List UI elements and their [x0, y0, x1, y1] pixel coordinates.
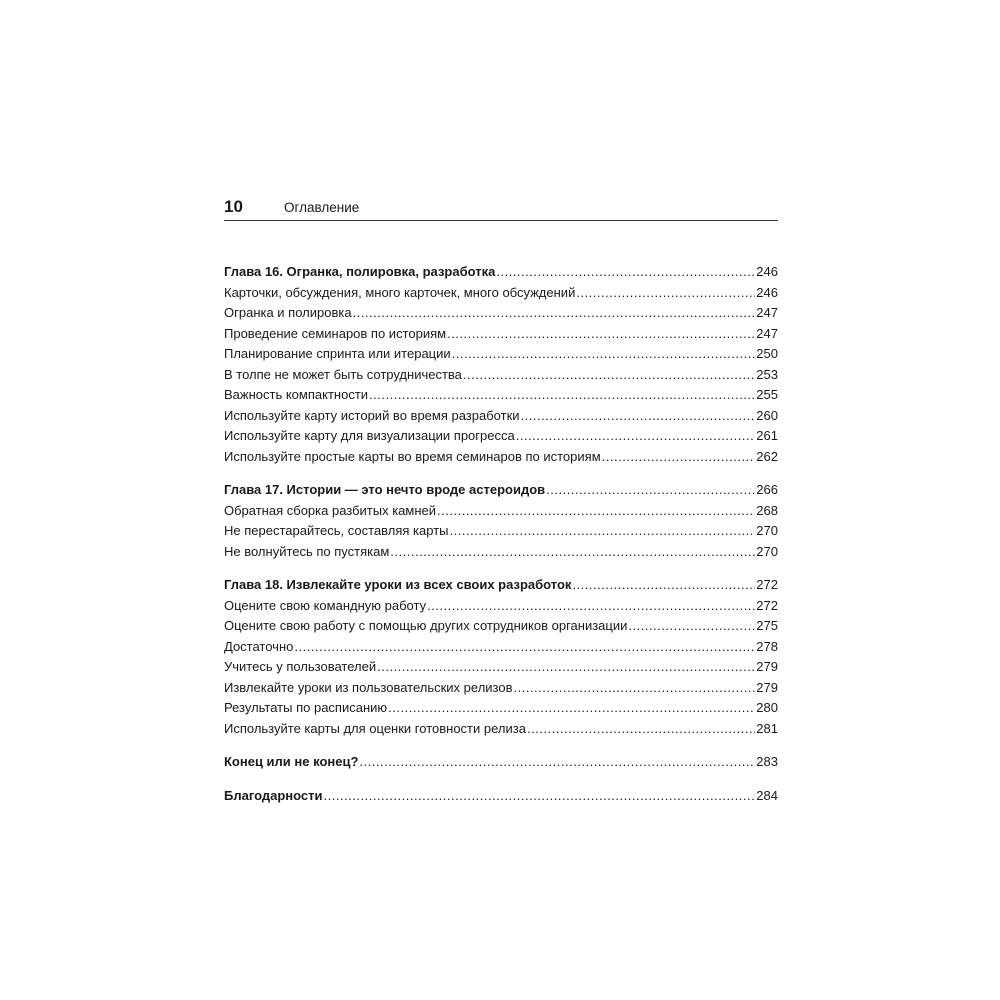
toc-entry-title: Учитесь у пользователей: [224, 659, 377, 674]
dot-leader: [521, 406, 756, 427]
dot-leader: [516, 426, 756, 447]
toc-entry-page-number: 255: [756, 387, 778, 402]
dot-leader: [323, 786, 755, 807]
dot-leader: [390, 542, 755, 563]
toc-section-entry: [224, 657, 778, 678]
toc-entry-page-number: 246: [756, 284, 778, 300]
toc-entry-title: Оцените свою работу с помощью других сотрудников организации: [224, 618, 628, 633]
toc-section-entry: [224, 303, 778, 324]
toc-section-entry: [224, 283, 778, 304]
dot-leader: [359, 752, 755, 773]
toc-entry-page-number: 253: [756, 366, 778, 382]
toc-entry-title: Проведение семинаров по историям: [224, 325, 447, 341]
toc-entry-page-number: 275: [756, 618, 778, 633]
dot-leader: [388, 698, 755, 719]
toc-entry-title: Используйте карты для оценки готовности релиза: [224, 720, 526, 736]
toc-entry-title: Достаточно: [224, 638, 294, 654]
section-title: Оглавление: [284, 199, 360, 215]
toc-entry-page-number: 246: [756, 264, 778, 279]
toc-entry-title: Планирование спринта или итерации: [224, 346, 451, 361]
book-page: [224, 0, 778, 1000]
toc-group: [224, 786, 778, 807]
dot-leader: [447, 324, 755, 345]
toc-entry-page-number: 262: [756, 448, 778, 464]
toc-entry-page-number: 279: [756, 679, 778, 695]
toc-section-entry: [224, 719, 778, 740]
toc-chapter-entry: [224, 752, 778, 773]
page-number: 10: [224, 197, 243, 216]
toc-entry-page-number: 281: [756, 720, 778, 736]
toc-entry-title: Благодарности: [224, 787, 323, 803]
toc-section-entry: [224, 365, 778, 386]
toc-entry-title: Оцените свою командную работу: [224, 597, 427, 613]
toc-entry-title: Глава 17. Истории — это нечто вроде астероидов: [224, 482, 546, 497]
toc-chapter-entry: [224, 262, 778, 283]
toc-entry-title: Глава 16. Огранка, полировка, разработка: [224, 264, 496, 279]
toc-section-entry: [224, 324, 778, 345]
dot-leader: [463, 365, 755, 386]
toc-entry-page-number: 280: [756, 700, 778, 715]
toc-section-entry: [224, 637, 778, 658]
toc-entry-title: Используйте карту для визуализации прогресса: [224, 428, 515, 443]
toc-section-entry: [224, 501, 778, 522]
toc-section-entry: [224, 406, 778, 427]
dot-leader: [628, 616, 755, 637]
table-of-contents: [224, 262, 778, 819]
toc-entry-page-number: 261: [756, 428, 778, 443]
dot-leader: [294, 637, 755, 658]
dot-leader: [427, 596, 755, 617]
toc-entry-page-number: 283: [756, 754, 778, 769]
toc-entry-page-number: 260: [756, 407, 778, 423]
toc-entry-title: Огранка и полировка: [224, 305, 352, 320]
dot-leader: [546, 480, 755, 501]
toc-entry-title: Не перестарайтесь, составляя карты: [224, 523, 449, 538]
toc-entry-title: Используйте простые карты во время семинаров по историям: [224, 448, 601, 464]
toc-entry-title: Глава 18. Извлекайте уроки из всех своих разработок: [224, 577, 572, 592]
dot-leader: [514, 678, 756, 699]
dot-leader: [452, 344, 756, 365]
toc-entry-page-number: 268: [756, 502, 778, 518]
toc-group: [224, 752, 778, 773]
toc-section-entry: [224, 521, 778, 542]
toc-entry-page-number: 284: [756, 787, 778, 803]
toc-group: [224, 262, 778, 467]
toc-entry-page-number: 279: [756, 659, 778, 674]
toc-chapter-entry: [224, 786, 778, 807]
dot-leader: [572, 575, 755, 596]
toc-entry-page-number: 266: [756, 482, 778, 497]
toc-chapter-entry: [224, 575, 778, 596]
toc-entry-title: Не волнуйтесь по пустякам: [224, 543, 390, 559]
dot-leader: [576, 283, 755, 304]
toc-entry-page-number: 278: [756, 638, 778, 654]
dot-leader: [602, 447, 756, 468]
toc-entry-title: Используйте карту историй во время разработки: [224, 407, 520, 423]
running-header: [224, 194, 778, 221]
toc-section-entry: [224, 596, 778, 617]
toc-entry-title: Обратная сборка разбитых камней: [224, 502, 437, 518]
toc-entry-title: Карточки, обсуждения, много карточек, много обсуждений: [224, 284, 576, 300]
toc-entry-page-number: 270: [756, 523, 778, 538]
toc-entry-page-number: 272: [756, 577, 778, 592]
toc-entry-page-number: 247: [756, 325, 778, 341]
toc-section-entry: [224, 447, 778, 468]
toc-section-entry: [224, 385, 778, 406]
toc-entry-page-number: 270: [756, 543, 778, 559]
toc-section-entry: [224, 678, 778, 699]
dot-leader: [377, 657, 755, 678]
toc-entry-title: Результаты по расписанию: [224, 700, 388, 715]
toc-section-entry: [224, 542, 778, 563]
dot-leader: [527, 719, 755, 740]
dot-leader: [353, 303, 756, 324]
toc-entry-title: Конец или не конец?: [224, 754, 359, 769]
toc-chapter-entry: [224, 480, 778, 501]
dot-leader: [496, 262, 755, 283]
toc-section-entry: [224, 344, 778, 365]
dot-leader: [437, 501, 755, 522]
toc-entry-page-number: 272: [756, 597, 778, 613]
toc-group: [224, 480, 778, 562]
toc-entry-title: В толпе не может быть сотрудничества: [224, 366, 462, 382]
toc-section-entry: [224, 426, 778, 447]
toc-entry-page-number: 250: [756, 346, 778, 361]
toc-entry-page-number: 247: [756, 305, 778, 320]
toc-entry-title: Извлекайте уроки из пользовательских релизов: [224, 679, 513, 695]
dot-leader: [450, 521, 756, 542]
dot-leader: [369, 385, 755, 406]
toc-group: [224, 575, 778, 739]
toc-section-entry: [224, 616, 778, 637]
toc-section-entry: [224, 698, 778, 719]
toc-entry-title: Важность компактности: [224, 387, 369, 402]
